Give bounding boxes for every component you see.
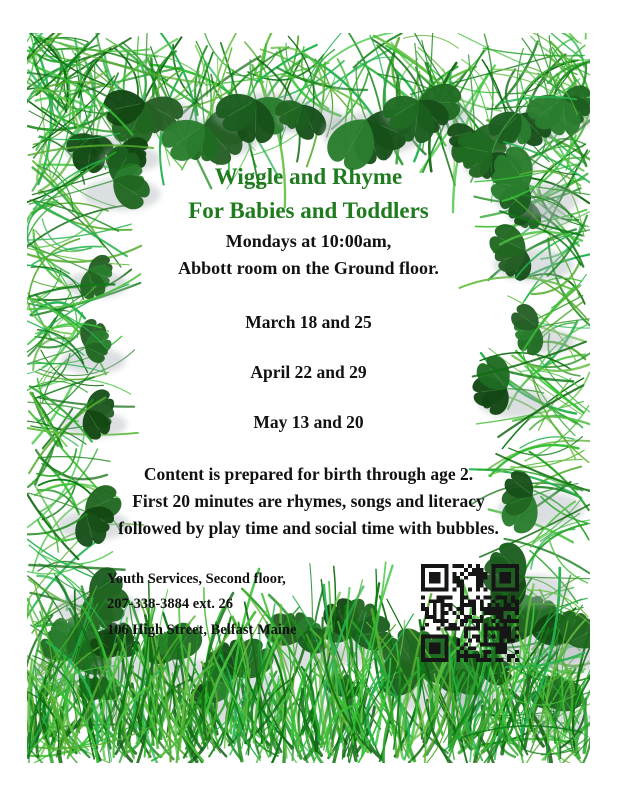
description-line1: Content is prepared for birth through age 2. bbox=[143, 464, 474, 484]
contact-address: 106 High Street, Belfast Maine bbox=[107, 621, 297, 638]
description-line3: followed by play time and social time with bubbles. bbox=[118, 518, 499, 538]
contact-phone: 207-338-3884 ext. 26 bbox=[107, 596, 234, 613]
flyer-title-line1: Wiggle and Rhyme bbox=[214, 164, 403, 189]
session-date-march: March 18 and 25 bbox=[245, 312, 372, 332]
contact-block bbox=[107, 567, 296, 643]
session-date-may: May 13 and 20 bbox=[253, 412, 364, 432]
schedule-location: Abbott room on the Ground floor. bbox=[178, 258, 439, 278]
flyer-title-line2: For Babies and Toddlers bbox=[188, 198, 429, 223]
description-line2: First 20 minutes are rhymes, songs and literacy bbox=[132, 491, 485, 511]
contact-department: Youth Services, Second floor, bbox=[107, 571, 286, 587]
session-date-april: April 22 and 29 bbox=[250, 362, 367, 382]
qr-code-icon bbox=[421, 564, 519, 662]
schedule-time: Mondays at 10:00am, bbox=[225, 231, 392, 251]
